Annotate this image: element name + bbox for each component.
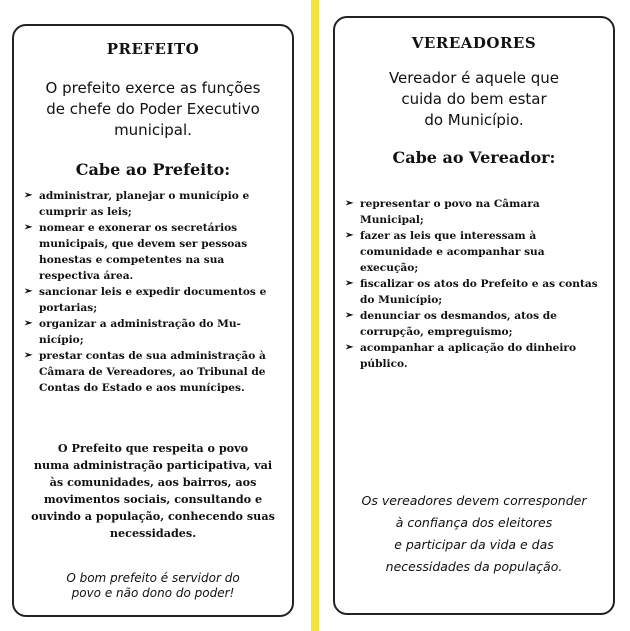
list-item: ➢ nomear e exonerar os secretários municipais, que devem ser pessoas honestas e competentes na sua respectiva área. — [24, 222, 248, 282]
prefeito-title: PREFEITO — [106, 40, 200, 58]
arrow-bullet-icon: ➢ — [345, 278, 354, 289]
vereadores-motto: Os vereadores devem corresponder à confiança dos eleitores e participar da vida e das necessidades da população. — [361, 493, 587, 574]
prefeito-intro — [24, 78, 282, 141]
arrow-bullet-icon: ➢ — [345, 310, 354, 321]
arrow-bullet-icon: ➢ — [24, 350, 33, 361]
list-item: ➢ fazer as leis que interessam à comunidade e acompanhar sua execução; — [345, 230, 545, 274]
list-item: ➢ acompanhar a aplicação do dinheiro público. — [345, 342, 577, 370]
arrow-bullet-icon: ➢ — [24, 190, 33, 201]
list-item: ➢ prestar contas de sua administração à Câmara de Vereadores, ao Tribunal de Contas do Estado e aos munícipes. — [24, 350, 266, 394]
list-item: ➢ representar o povo na Câmara Municipal; — [345, 198, 540, 226]
list-item: ➢ organizar a administração do Mu- nicípio; — [24, 318, 241, 346]
prefeito-intro-line: de chefe do Poder Executivo — [46, 100, 260, 118]
vereadores-intro-line: do Município. — [424, 111, 524, 129]
vereadores-subhead: Cabe ao Vereador: — [392, 148, 556, 167]
prefeito-intro-line: municipal. — [114, 121, 192, 139]
arrow-bullet-icon: ➢ — [24, 318, 33, 329]
vereadores-title: VEREADORES — [411, 34, 537, 52]
vereadores-intro-line: cuida do bem estar — [401, 90, 547, 108]
prefeito-duties-list — [24, 188, 282, 396]
prefeito-card — [12, 24, 294, 617]
prefeito-intro-line: O prefeito exerce as funções — [45, 79, 261, 97]
prefeito-motto: O bom prefeito é servidor do povo e não dono do poder! — [66, 571, 240, 600]
vereadores-intro-line: Vereador é aquele que — [388, 69, 560, 87]
list-item: ➢ administrar, planejar o município e cumprir as leis; — [24, 190, 250, 218]
list-item: ➢ sancionar leis e expedir documentos e portarias; — [24, 286, 267, 314]
arrow-bullet-icon: ➢ — [24, 222, 33, 233]
vereadores-intro — [345, 68, 603, 131]
arrow-bullet-icon: ➢ — [345, 342, 354, 353]
yellow-divider — [311, 0, 319, 631]
vereadores-duties-list — [345, 196, 603, 372]
arrow-bullet-icon: ➢ — [24, 286, 33, 297]
vereadores-card — [333, 16, 615, 615]
arrow-bullet-icon: ➢ — [345, 198, 354, 209]
list-item: ➢ fiscalizar os atos do Prefeito e as contas do Município; — [345, 278, 598, 306]
list-item: ➢ denunciar os desmandos, atos de corrupção, empreguismo; — [345, 310, 557, 338]
prefeito-subhead: Cabe ao Prefeito: — [75, 160, 231, 179]
arrow-bullet-icon: ➢ — [345, 230, 354, 241]
prefeito-closing-paragraph: O Prefeito que respeita o povo numa administração participativa, vai às comunidades, aos bairros, aos movimentos sociais, consultando e ouvindo a população, conhecendo suas necessidades. — [31, 441, 275, 540]
